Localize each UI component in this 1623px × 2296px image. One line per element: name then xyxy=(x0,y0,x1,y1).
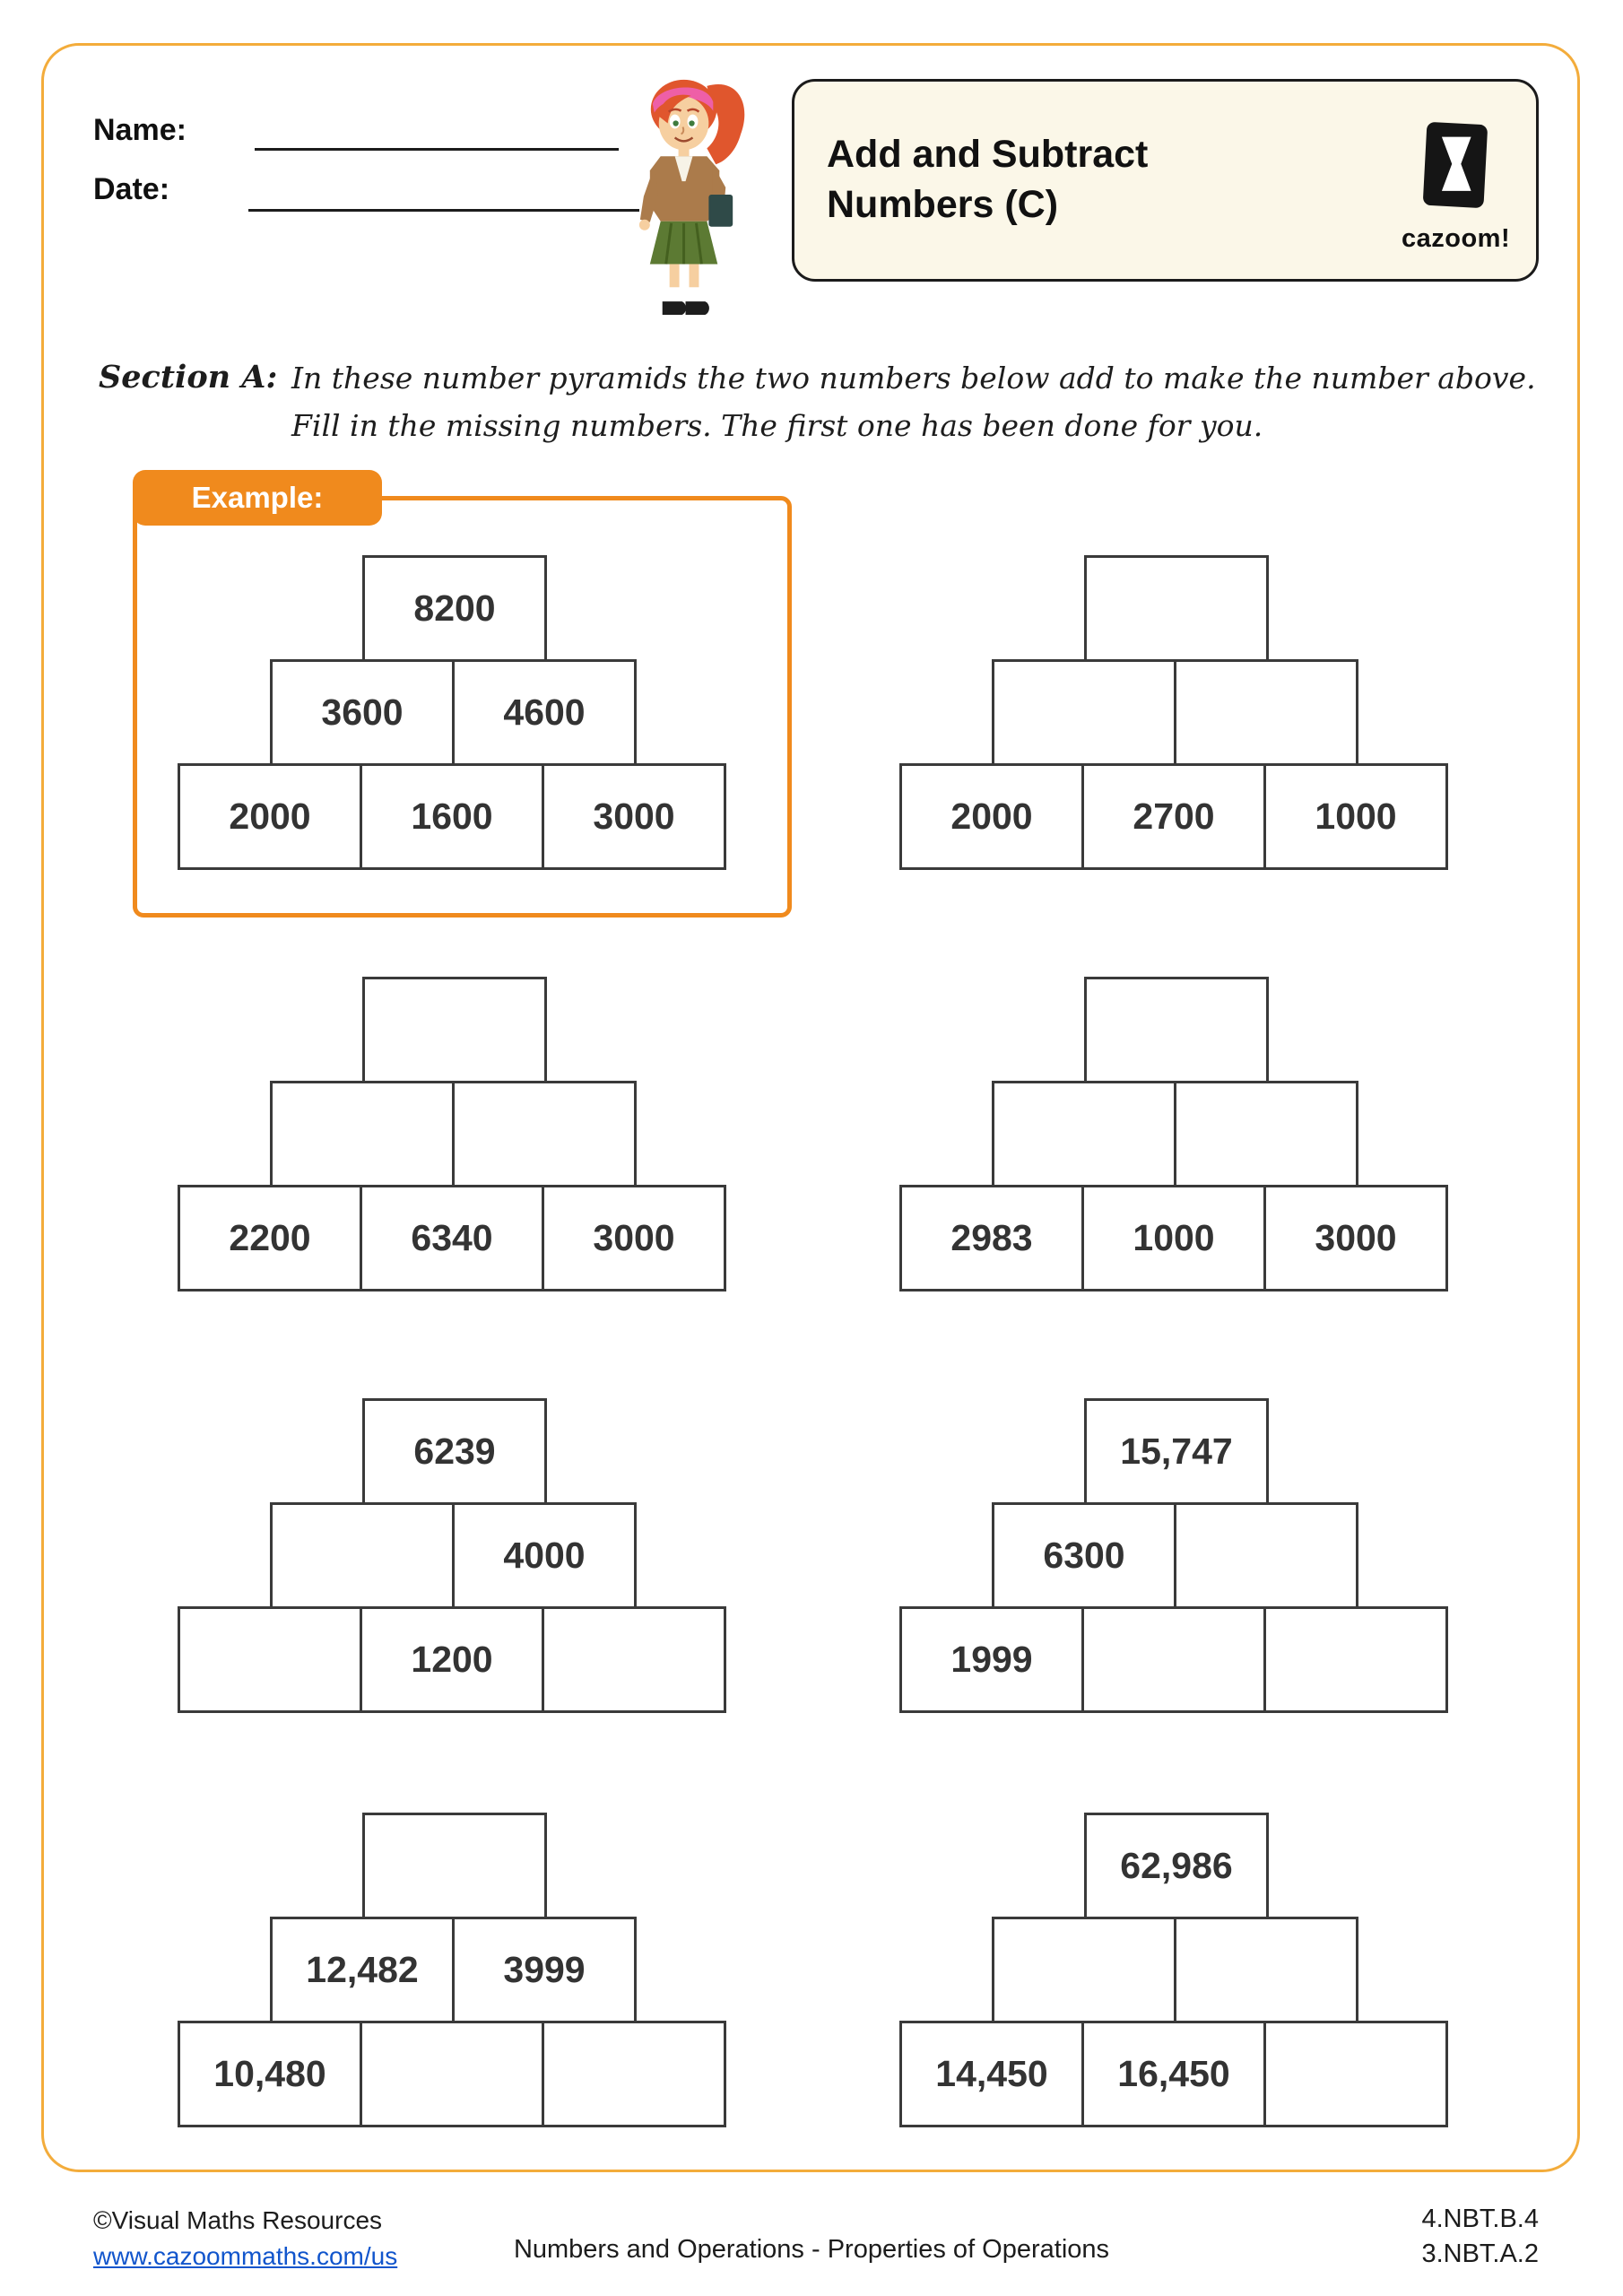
pyramid-cell-empty[interactable] xyxy=(1263,2021,1448,2127)
pyramid-cell-empty[interactable] xyxy=(992,1081,1176,1187)
pyramid-cell-empty[interactable] xyxy=(1263,1606,1448,1713)
pyramid-cell-empty[interactable] xyxy=(992,1917,1176,2023)
footer-center-text: Numbers and Operations - Properties of Operations xyxy=(513,2235,1110,2264)
name-fill-line[interactable] xyxy=(255,148,619,151)
pyramid-cell-value: 2000 xyxy=(899,763,1084,870)
cazoom-logo-text: cazoom! xyxy=(1402,224,1511,253)
pyramid-cell-value: 3000 xyxy=(542,763,726,870)
pyramid-cell-value: 3600 xyxy=(270,659,455,766)
pyramid-cell-empty[interactable] xyxy=(270,1502,455,1609)
pyramid-cell-value: 2000 xyxy=(178,763,362,870)
pyramid-cell-value: 8200 xyxy=(362,555,547,662)
date-label: Date: xyxy=(93,172,170,206)
name-label: Name: xyxy=(93,113,187,147)
pyramid-cell-empty[interactable] xyxy=(1084,977,1269,1083)
date-fill-line[interactable] xyxy=(248,209,639,212)
pyramid-cell-value: 10,480 xyxy=(178,2021,362,2127)
pyramid-cell-value: 12,482 xyxy=(270,1917,455,2023)
example-tab: Example: xyxy=(133,470,382,526)
footer-standard-2: 3.NBT.A.2 xyxy=(1421,2239,1539,2269)
pyramid-cell-value: 16,450 xyxy=(1081,2021,1266,2127)
pyramid-cell-value: 6300 xyxy=(992,1502,1176,1609)
pyramid-cell-value: 1600 xyxy=(360,763,544,870)
pyramid-cell-empty[interactable] xyxy=(1084,555,1269,662)
pyramid-cell-value: 6239 xyxy=(362,1398,547,1505)
pyramid-cell-empty[interactable] xyxy=(1174,1502,1358,1609)
pyramid-cell-value: 1000 xyxy=(1263,763,1448,870)
section-a-instruction-line2: Fill in the missing numbers. The first one has been done for you. xyxy=(291,408,1263,443)
pyramid-cell-value: 1000 xyxy=(1081,1185,1266,1292)
pyramid-cell-value: 3000 xyxy=(1263,1185,1448,1292)
title-box xyxy=(792,79,1539,282)
pyramid-cell-value: 3000 xyxy=(542,1185,726,1292)
pyramid-cell-value: 4000 xyxy=(452,1502,637,1609)
section-a-label: Section A: xyxy=(99,359,278,396)
pyramid-cell-empty[interactable] xyxy=(360,2021,544,2127)
pyramid-cell-empty[interactable] xyxy=(992,659,1176,766)
pyramid-cell-empty[interactable] xyxy=(1174,659,1358,766)
pyramid-cell-value: 1200 xyxy=(360,1606,544,1713)
pyramid-cell-value: 2700 xyxy=(1081,763,1266,870)
pyramid-cell-empty[interactable] xyxy=(542,2021,726,2127)
pyramid-cell-value: 62,986 xyxy=(1084,1813,1269,1919)
footer-standard-1: 4.NBT.B.4 xyxy=(1421,2205,1539,2233)
pyramid-cell-value: 2983 xyxy=(899,1185,1084,1292)
pyramid-cell-empty[interactable] xyxy=(1081,1606,1266,1713)
cazoom-logo xyxy=(1402,121,1509,254)
pyramid-cell-empty[interactable] xyxy=(178,1606,362,1713)
pyramid-cell-empty[interactable] xyxy=(270,1081,455,1187)
pyramid-cell-value: 6340 xyxy=(360,1185,544,1292)
page-title: Add and Subtract Numbers (C) xyxy=(827,133,1149,226)
section-a-instruction-line1: In these number pyramids the two numbers below add to make the number above. xyxy=(291,361,1536,396)
footer-copyright: ©Visual Maths Resources xyxy=(93,2206,383,2234)
cazoom-logo-icon xyxy=(1416,121,1495,218)
footer-standards xyxy=(1421,2202,1539,2272)
pyramid-cell-empty[interactable] xyxy=(452,1081,637,1187)
pyramid-cell-value: 14,450 xyxy=(899,2021,1084,2127)
pyramid-cell-value: 15,747 xyxy=(1084,1398,1269,1505)
pyramid-cell-empty[interactable] xyxy=(362,977,547,1083)
pyramid-cell-value: 3999 xyxy=(452,1917,637,2023)
footer-url-link[interactable]: www.cazoommaths.com/us xyxy=(93,2242,398,2270)
cartoon-girl-illustration xyxy=(617,63,765,321)
pyramid-cell-empty[interactable] xyxy=(362,1813,547,1919)
pyramid-cell-value: 1999 xyxy=(899,1606,1084,1713)
pyramid-cell-value: 2200 xyxy=(178,1185,362,1292)
pyramid-cell-value: 4600 xyxy=(452,659,637,766)
pyramid-cell-empty[interactable] xyxy=(1174,1917,1358,2023)
pyramid-cell-empty[interactable] xyxy=(542,1606,726,1713)
pyramid-cell-empty[interactable] xyxy=(1174,1081,1358,1187)
